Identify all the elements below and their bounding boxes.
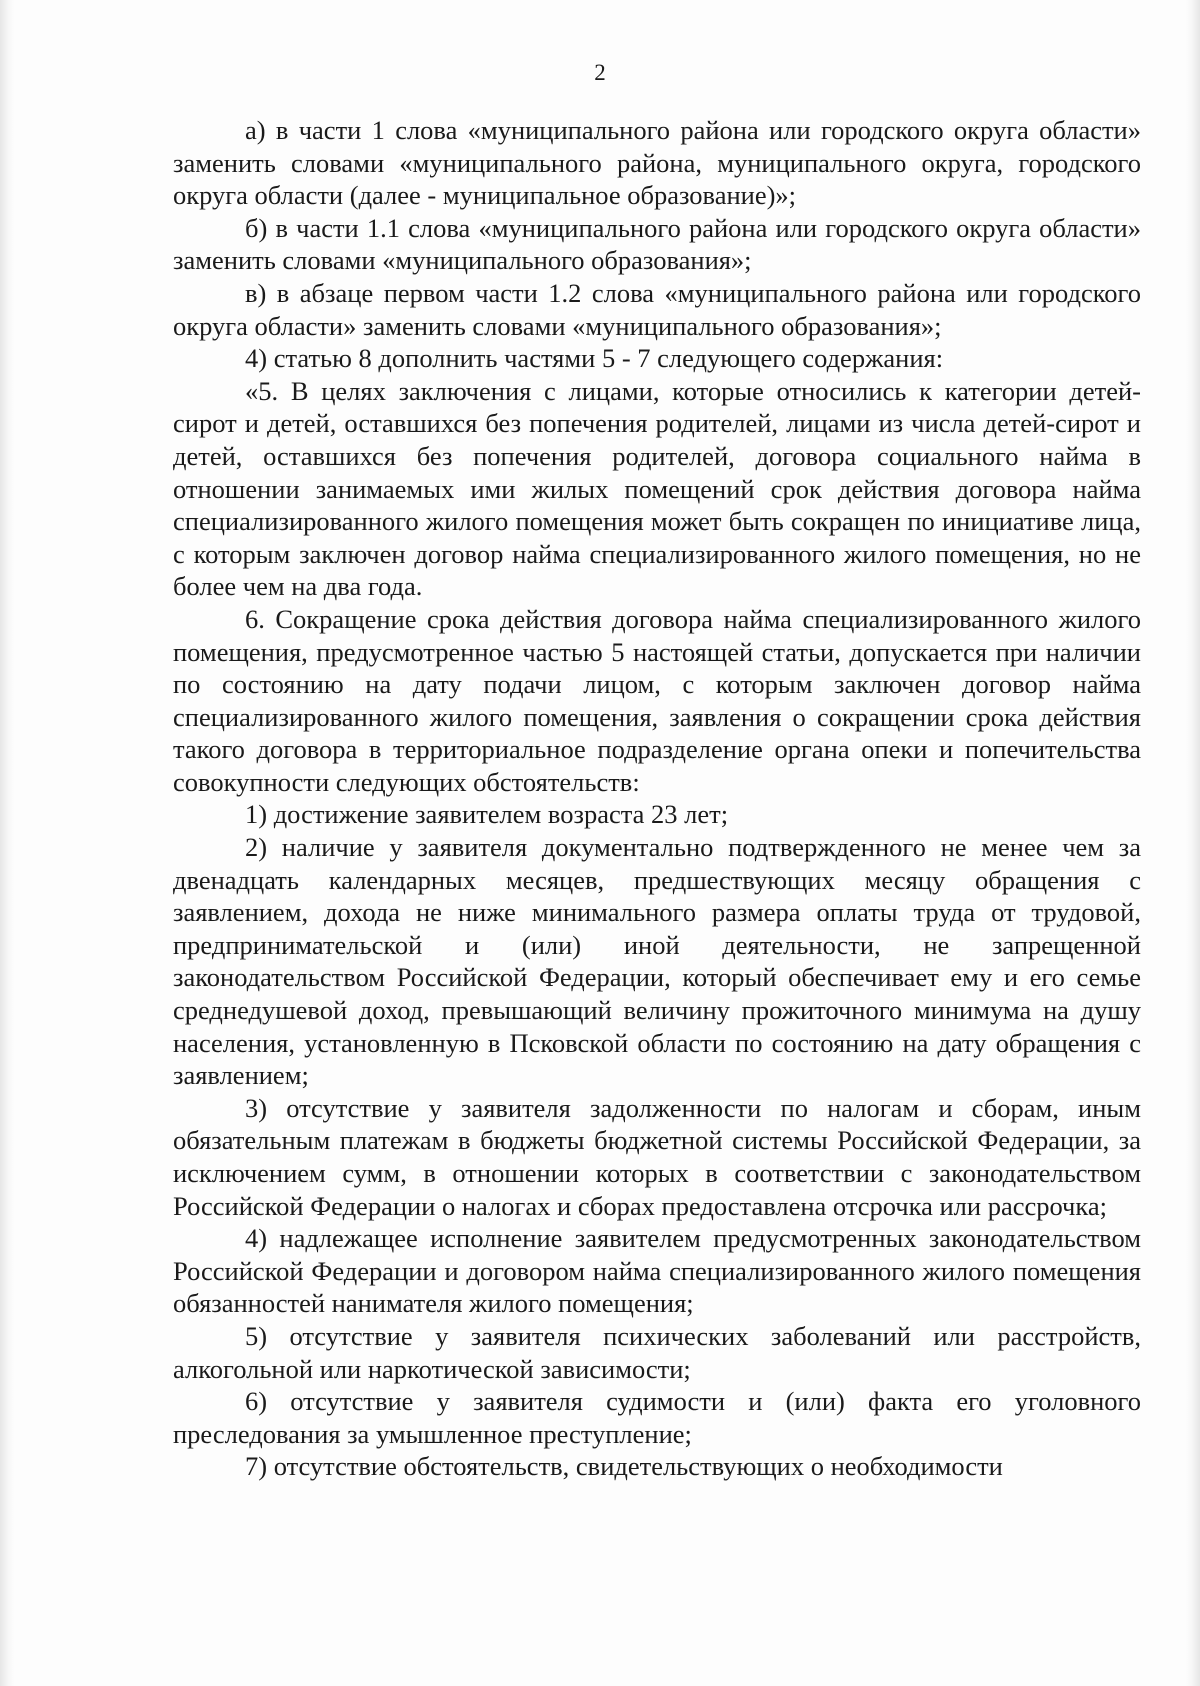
document-body [173, 114, 1141, 1483]
paragraph-amend-v: в) в абзаце первом части 1.2 слова «муниципального района или городского округа области» заменить словами «муниципального образования»; [173, 277, 1141, 341]
paragraph-condition-2: 2) наличие у заявителя документально подтвержденного не менее чем за двенадцать календарных месяцев, предшествующих месяцу обращения с заявлением, дохода не ниже минимального размера оплаты труда от трудовой, предпринимательской и (или) иной деятельности, не запрещенной законодательством Российской Федерации, который обеспечивает ему и его семье среднедушевой доход, превышающий величину прожиточного минимума на душу населения, установленную в Псковской области по состоянию на дату обращения с заявлением; [173, 832, 1141, 1091]
paragraph-item-4: 4) статью 8 дополнить частями 5 - 7 следующего содержания: [245, 343, 944, 374]
paragraph-condition-3: 3) отсутствие у заявителя задолженности по налогам и сборам, иным обязательным платежам в бюджеты бюджетной системы Российской Федерации, за исключением сумм, в отношении которых в соответствии с законодательством Российской Федерации о налогах и сборах предоставлена отсрочка или рассрочка; [173, 1092, 1141, 1221]
paragraph-amend-a: а) в части 1 слова «муниципального района или городского округа области» заменить словами «муниципального района, муниципального округа, городского округа области (далее - муниципальное образование)»; [173, 115, 1141, 211]
paragraph-condition-5: 5) отсутствие у заявителя психических заболеваний или расстройств, алкогольной или наркотической зависимости; [173, 1320, 1141, 1384]
paragraph-part-6: 6. Сокращение срока действия договора найма специализированного жилого помещения, предусмотренное частью 5 настоящей статьи, допускается при наличии по состоянию на дату подачи лицом, с которым заключен договор найма специализированного жилого помещения, заявления о сокращении срока действия такого договора в территориальное подразделение органа опеки и попечительства совокупности следующих обстоятельств: [173, 603, 1141, 797]
paragraph-condition-4: 4) надлежащее исполнение заявителем предусмотренных законодательством Российской Федерации и договором найма специализированного жилого помещения обязанностей нанимателя жилого помещения; [173, 1223, 1141, 1319]
paragraph-amend-b: б) в части 1.1 слова «муниципального района или городского округа области» заменить словами «муниципального образования»; [173, 212, 1141, 276]
paragraph-condition-1: 1) достижение заявителем возраста 23 лет; [245, 799, 729, 830]
paragraph-condition-7: 7) отсутствие обстоятельств, свидетельствующих о необходимости [245, 1451, 1003, 1482]
paragraph-part-5: «5. В целях заключения с лицами, которые относились к категории детей-сирот и детей, оставшихся без попечения родителей, лицами из числа детей-сирот и детей, оставшихся без попечения родителей, договора социального найма в отношении занимаемых ими жилых помещений срок действия договора найма специализированного жилого помещения может быть сокращен по инициативе лица, с которым заключен договор найма специализированного жилого помещения, но не более чем на два года. [173, 375, 1141, 602]
page-number: 2 [594, 60, 606, 85]
scan-edge-right [1186, 0, 1200, 1686]
paragraph-condition-6: 6) отсутствие у заявителя судимости и (или) факта его уголовного преследования за умышленное преступление; [173, 1386, 1141, 1449]
scan-edge-left [0, 0, 14, 1686]
